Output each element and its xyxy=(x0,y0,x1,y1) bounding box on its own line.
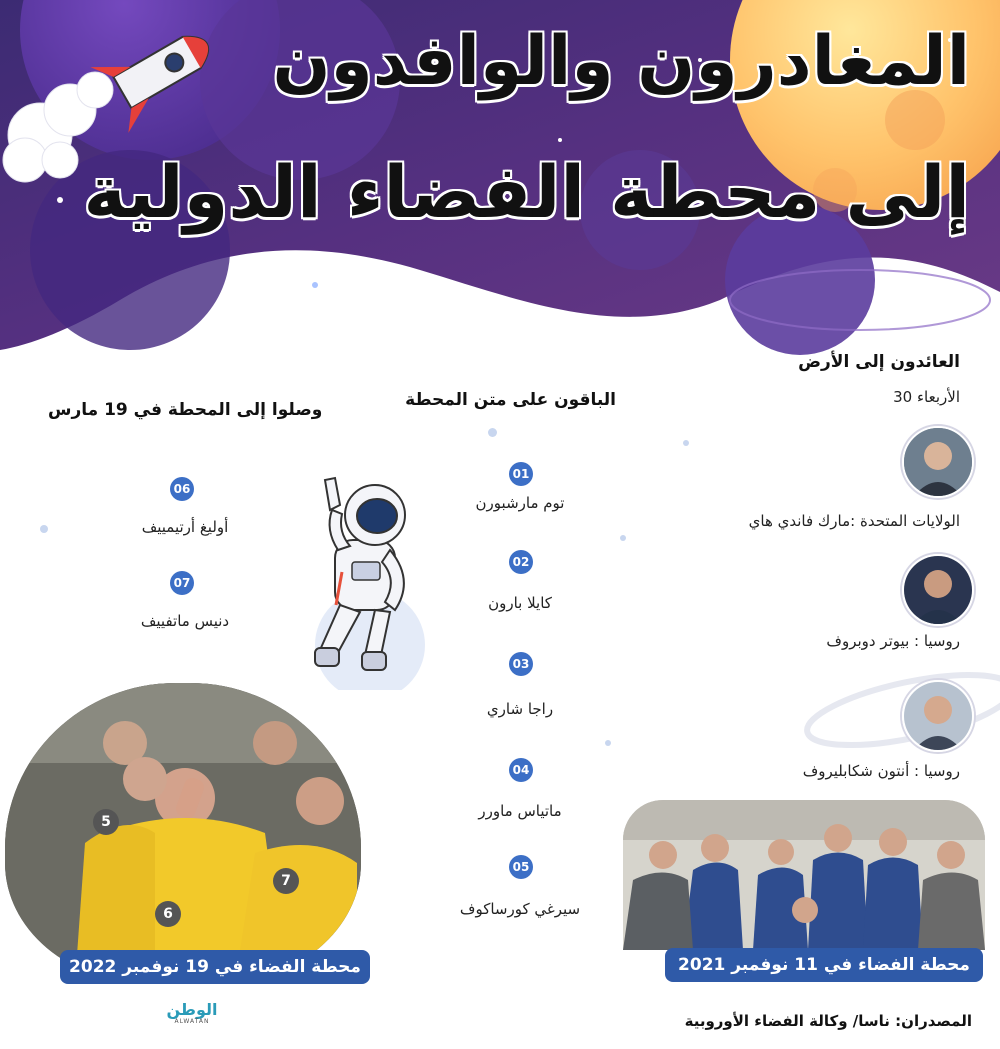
number-badge: 07 xyxy=(170,571,194,595)
avatar xyxy=(902,554,974,626)
photo-caption-2022: محطة الفضاء في 19 نوفمبر 2022 xyxy=(60,950,370,984)
number-badge: 05 xyxy=(509,855,533,879)
remaining-member-name: راجا شاري xyxy=(486,700,554,718)
returning-member-name: روسيا : بيوتر دوبروف xyxy=(826,632,960,650)
arrived-heading: وصلوا إلى المحطة في 19 مارس xyxy=(48,400,323,420)
decor-dot xyxy=(488,428,497,437)
avatar xyxy=(902,680,974,752)
decor-dot xyxy=(605,740,611,746)
remaining-member-name: سيرغي كورساكوف xyxy=(459,900,581,918)
decor-dot xyxy=(620,535,626,541)
arrived-member-name: دنيس ماتفييف xyxy=(140,612,230,630)
return-date: الأربعاء 30 xyxy=(893,388,960,406)
remaining-member-name: توم مارشبورن xyxy=(475,494,565,512)
decor-dot xyxy=(683,440,689,446)
headline-line-1: المغادرون والوافدون xyxy=(272,22,970,101)
remaining-member-name: ماتياس ماورر xyxy=(478,802,562,820)
crew-marker: 7 xyxy=(273,868,299,894)
returning-heading: العائدون إلى الأرض xyxy=(798,352,960,372)
source-line: المصدران: ناسا/ وكالة الفضاء الأوروبية xyxy=(684,1012,972,1030)
returning-member-name: روسيا : أنتون شكابليروف xyxy=(802,762,960,780)
returning-member-name: الولايات المتحدة :مارك فاندي هاي xyxy=(748,512,960,530)
number-badge: 04 xyxy=(509,758,533,782)
arrived-member-name: أوليغ أرتيمييف xyxy=(141,518,229,536)
crew-marker: 6 xyxy=(155,901,181,927)
headline-line-2: إلى محطة الفضاء الدولية xyxy=(83,150,970,234)
number-badge: 06 xyxy=(170,477,194,501)
photo-caption-2021: محطة الفضاء في 11 نوفمبر 2021 xyxy=(665,948,983,982)
decor-dot xyxy=(40,525,48,533)
crew-photo-2021 xyxy=(623,800,985,950)
crew-photo-2022 xyxy=(5,683,361,983)
number-badge: 03 xyxy=(509,652,533,676)
alwatan-logo xyxy=(160,1002,224,1025)
number-badge: 02 xyxy=(509,550,533,574)
logo-text: الوطن xyxy=(166,1000,218,1019)
logo-subtext: ALWATAN xyxy=(174,1018,210,1025)
crew-marker: 5 xyxy=(93,809,119,835)
astronaut-icon xyxy=(290,470,430,690)
number-badge: 01 xyxy=(509,462,533,486)
avatar xyxy=(902,426,974,498)
remaining-member-name: كايلا بارون xyxy=(488,594,552,612)
remaining-heading: الباقون على متن المحطة xyxy=(405,390,616,410)
